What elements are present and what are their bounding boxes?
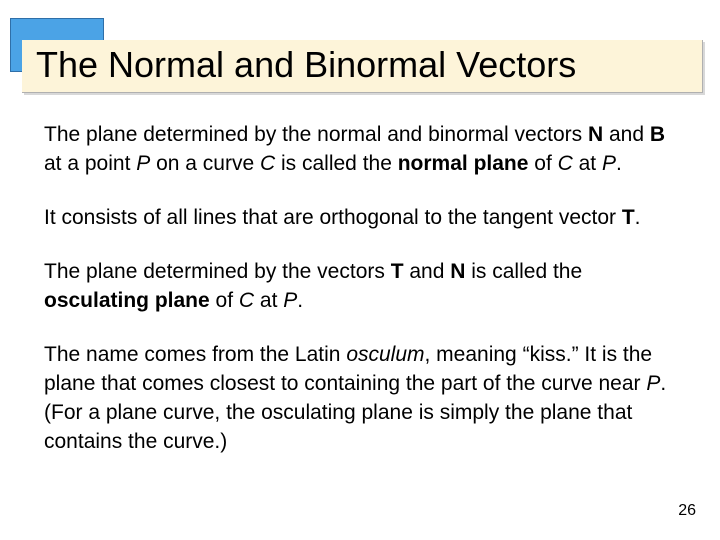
paragraph-orthogonal-lines	[44, 203, 684, 232]
curve-c: C	[259, 152, 276, 175]
point-p: P	[283, 289, 298, 312]
slide-body	[44, 120, 684, 481]
text-run: The plane determined by the vectors	[44, 260, 391, 283]
vector-n: N	[450, 260, 466, 283]
text-run: at	[572, 152, 602, 175]
vector-t: T	[621, 206, 635, 229]
text-run: at a point	[44, 152, 137, 175]
point-p: P	[601, 152, 616, 175]
text-run: and	[603, 123, 650, 146]
text-run: The plane determined by the normal and binormal vectors	[44, 123, 588, 146]
text-run: of	[209, 289, 239, 312]
text-run: . (For a plane curve, the osculating plane is simply the plane that contains the curve.)	[44, 372, 667, 453]
text-run: .	[634, 206, 641, 229]
latin-word-osculum: osculum	[346, 343, 425, 366]
text-run: is called the	[465, 260, 583, 283]
page-number: 26	[678, 502, 696, 519]
text-run: of	[528, 152, 558, 175]
text-run: The name comes from the Latin	[44, 343, 347, 366]
term-normal-plane: normal plane	[397, 152, 529, 175]
vector-n: N	[587, 123, 604, 146]
paragraph-normal-plane	[44, 120, 684, 178]
text-run: It consists of all lines that are orthogonal to the tangent vector	[44, 206, 622, 229]
paragraph-osculating-plane	[44, 257, 684, 315]
paragraph-name-origin	[44, 340, 684, 456]
vector-t: T	[390, 260, 404, 283]
text-run: is called the	[275, 152, 398, 175]
vector-b: B	[649, 123, 666, 146]
point-p: P	[136, 152, 151, 175]
slide-title: The Normal and Binormal Vectors	[36, 44, 577, 85]
term-osculating-plane: osculating plane	[44, 289, 210, 312]
text-run: .	[297, 289, 304, 312]
text-run: , meaning “kiss.” It is the plane that comes closest to containing the part of the curve near	[44, 343, 653, 395]
text-run: .	[616, 152, 622, 175]
point-p: P	[646, 372, 661, 395]
curve-c: C	[238, 289, 255, 312]
text-run: on a curve	[150, 152, 260, 175]
text-run: and	[403, 260, 451, 283]
curve-c: C	[557, 152, 573, 175]
text-run: at	[254, 289, 284, 312]
